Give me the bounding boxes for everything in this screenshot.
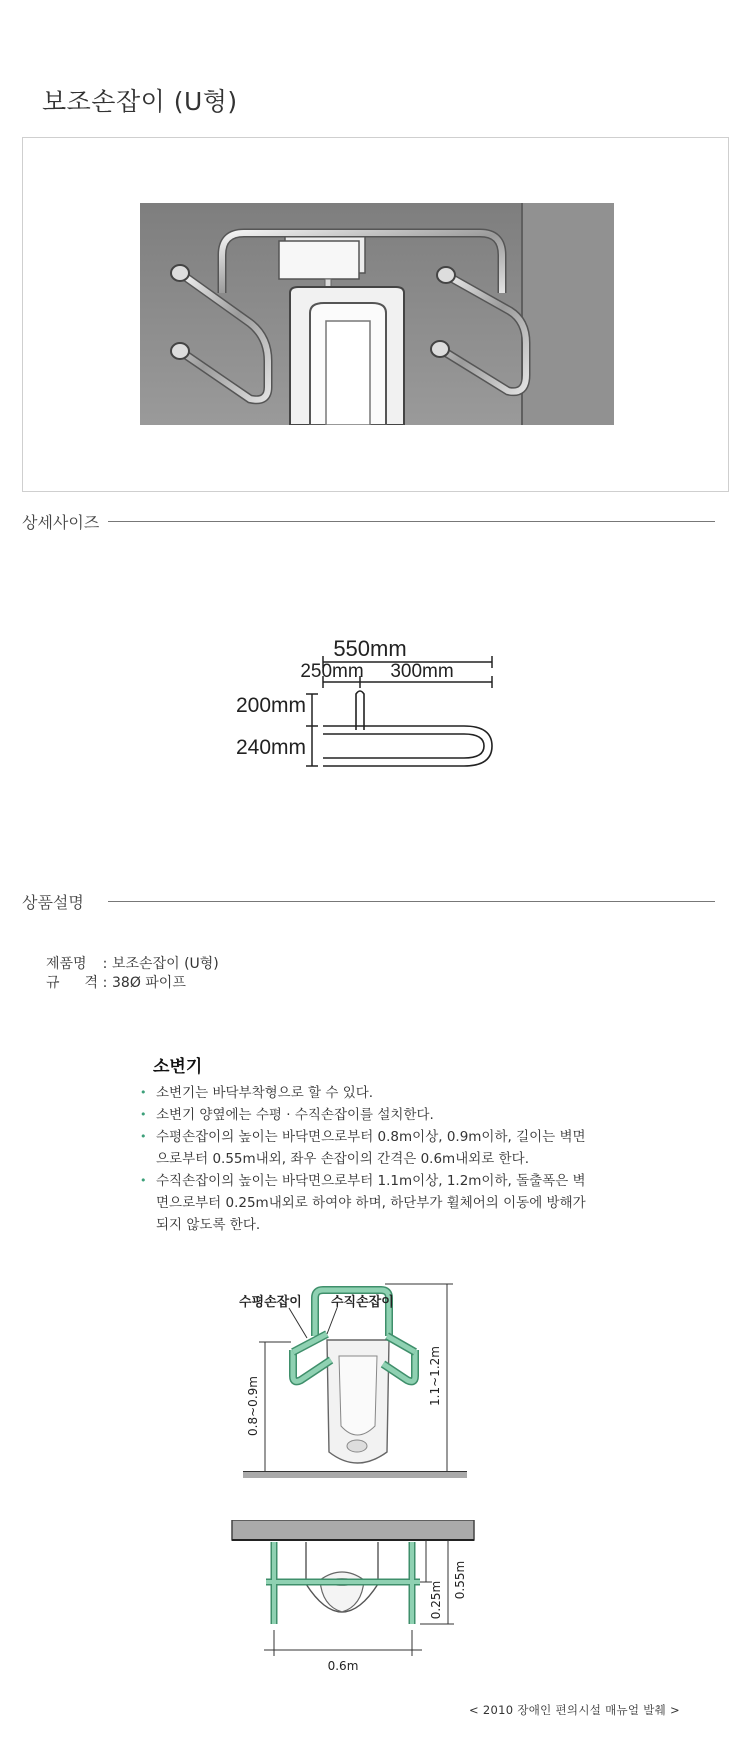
front-elevation-diagram bbox=[235, 1276, 475, 1490]
height-vertical-rail: 1.1~1.2m bbox=[428, 1346, 442, 1406]
depth-vertical-rail: 0.25m bbox=[429, 1580, 443, 1620]
page-title: 보조손잡이 (U형) bbox=[42, 87, 238, 116]
label-horizontal-rail: 수평손잡이 bbox=[239, 1295, 302, 1310]
urinal-heading: 소변기 bbox=[153, 1057, 203, 1077]
detail-size-header bbox=[22, 510, 715, 534]
spec-size-value: 38Ø 파이프 bbox=[112, 975, 186, 991]
product-desc-label: 상품설명 bbox=[22, 890, 92, 913]
plan-view-diagram bbox=[230, 1520, 480, 1680]
dim-left: 250mm bbox=[300, 661, 364, 682]
spec-separator: : bbox=[102, 975, 108, 991]
urinal-guidelines bbox=[140, 1082, 590, 1236]
u-rail-outline bbox=[323, 691, 492, 766]
product-photo-frame bbox=[22, 137, 729, 492]
spec-name-row bbox=[46, 955, 219, 974]
label-vertical-rail: 수직손잡이 bbox=[331, 1295, 394, 1310]
product-spec bbox=[46, 955, 219, 993]
spec-size-row bbox=[46, 974, 219, 993]
source-citation: < 2010 장애인 편의시설 매뉴얼 발췌 > bbox=[469, 1703, 680, 1717]
dim-height-top: 200mm bbox=[235, 694, 306, 717]
product-photo bbox=[140, 203, 614, 425]
depth-horizontal-rail: 0.55m bbox=[453, 1560, 467, 1600]
spec-name-label: 제품명 bbox=[46, 956, 87, 972]
spec-size-label bbox=[46, 974, 98, 993]
spec-size-label-a: 규 bbox=[46, 975, 60, 991]
guideline-item: • 수평손잡이의 높이는 바닥면으로부터 0.8m이상, 0.9m이하, 길이는 벽면으로부터 0.55m내외, 좌우 손잡이의 간격은 0.6m내외로 한다. bbox=[140, 1126, 590, 1170]
height-horizontal-rail: 0.8~0.9m bbox=[246, 1376, 260, 1436]
guideline-item: • 소변기 양옆에는 수평 · 수직손잡이를 설치한다. bbox=[140, 1104, 590, 1126]
product-desc-header bbox=[22, 890, 715, 914]
guideline-item: • 수직손잡이의 높이는 바닥면으로부터 1.1m이상, 1.2m이하, 돌출폭은 벽면으로부터 0.25m내외로 하여야 하며, 하단부가 휠체어의 이동에 방해가 되지 않도록 한다. bbox=[140, 1170, 590, 1236]
detail-size-label: 상세사이즈 bbox=[22, 510, 107, 533]
guideline-item: • 소변기는 바닥부착형으로 할 수 있다. bbox=[140, 1082, 590, 1104]
dim-total: 550mm bbox=[333, 636, 407, 661]
spec-separator: : bbox=[102, 956, 108, 972]
dimension-drawing bbox=[226, 622, 516, 772]
section-rule bbox=[108, 521, 715, 522]
spec-size-label-b: 격 bbox=[84, 975, 98, 991]
section-rule bbox=[108, 901, 715, 902]
dim-height-bottom: 240mm bbox=[235, 736, 306, 759]
dim-right: 300mm bbox=[390, 661, 454, 682]
spec-name-value: 보조손잡이 (U형) bbox=[112, 956, 219, 972]
spacing-rails: 0.6m bbox=[327, 1659, 359, 1673]
product-photo-illustration bbox=[140, 203, 614, 425]
